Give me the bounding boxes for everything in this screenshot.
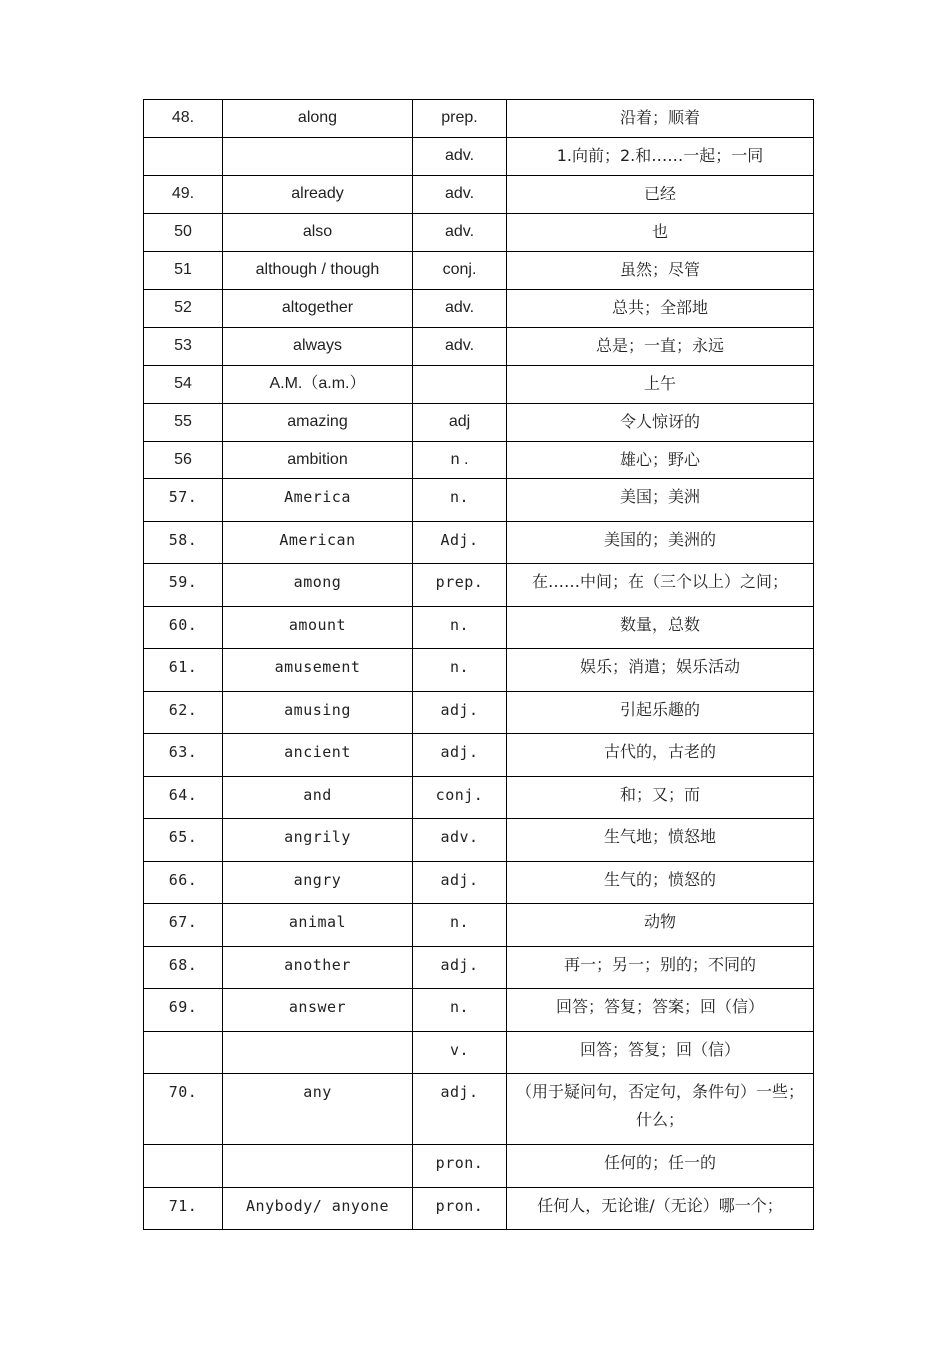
entry-meaning: 1.向前；2.和……一起；一同 [507,138,814,176]
entry-part-of-speech: v. [413,1032,507,1074]
entry-number: 63. [144,734,223,777]
entry-word: American [223,522,413,564]
entry-number: 66. [144,862,223,904]
entry-word: A.M.（a.m.） [223,366,413,404]
entry-part-of-speech: prep. [413,564,507,607]
table-row [144,692,814,734]
entry-number: 54 [144,366,223,404]
entry-number: 56 [144,442,223,479]
entry-number: 53 [144,328,223,366]
entry-word [223,1032,413,1074]
entry-meaning: 生气地；愤怒地 [507,819,814,862]
entry-part-of-speech: n . [413,442,507,479]
entry-word: angrily [223,819,413,862]
entry-meaning: 古代的，古老的 [507,734,814,777]
entry-meaning: 生气的；愤怒的 [507,862,814,904]
table-row [144,649,814,692]
entry-number: 70. [144,1074,223,1145]
entry-meaning: 美国；美洲 [507,479,814,522]
entry-meaning: 数量，总数 [507,607,814,649]
entry-word: amusement [223,649,413,692]
table-row [144,1074,814,1145]
entry-number: 57. [144,479,223,522]
entry-part-of-speech: Adj. [413,522,507,564]
entry-word [223,138,413,176]
entry-number: 52 [144,290,223,328]
entry-meaning: 任何的；任一的 [507,1145,814,1188]
table-row [144,176,814,214]
entry-meaning: 引起乐趣的 [507,692,814,734]
entry-part-of-speech: adv. [413,214,507,252]
entry-meaning: 任何人，无论谁/（无论）哪一个； [507,1188,814,1230]
entry-part-of-speech: adj. [413,862,507,904]
entry-meaning: 已经 [507,176,814,214]
entry-word: although / though [223,252,413,290]
entry-part-of-speech: adj [413,404,507,442]
entry-part-of-speech: n. [413,904,507,947]
table-row [144,564,814,607]
entry-number: 60. [144,607,223,649]
entry-word: among [223,564,413,607]
entry-meaning: 娱乐；消遣；娱乐活动 [507,649,814,692]
entry-word: altogether [223,290,413,328]
entry-meaning: 上午 [507,366,814,404]
entry-word: and [223,777,413,819]
entry-meaning: 总共；全部地 [507,290,814,328]
entry-word: Anybody/ anyone [223,1188,413,1230]
entry-meaning: 令人惊讶的 [507,404,814,442]
entry-meaning: 动物 [507,904,814,947]
table-row [144,819,814,862]
vocabulary-table-body [144,100,814,1230]
entry-word: America [223,479,413,522]
table-row [144,100,814,138]
entry-word: ambition [223,442,413,479]
entry-number: 62. [144,692,223,734]
entry-part-of-speech: pron. [413,1188,507,1230]
entry-part-of-speech: adj. [413,947,507,989]
entry-word: angry [223,862,413,904]
entry-number: 50 [144,214,223,252]
entry-number: 51 [144,252,223,290]
entry-part-of-speech: conj. [413,777,507,819]
entry-meaning: 回答；答复；回（信） [507,1032,814,1074]
entry-meaning: 在……中间；在（三个以上）之间； [507,564,814,607]
table-row [144,989,814,1032]
table-row [144,290,814,328]
entry-word: any [223,1074,413,1145]
entry-meaning: 也 [507,214,814,252]
entry-number: 71. [144,1188,223,1230]
vocabulary-table [143,99,814,1230]
entry-part-of-speech: n. [413,989,507,1032]
entry-meaning: 虽然；尽管 [507,252,814,290]
entry-word [223,1145,413,1188]
entry-word: amount [223,607,413,649]
entry-word: answer [223,989,413,1032]
entry-meaning: 回答；答复；答案；回（信） [507,989,814,1032]
entry-meaning: 雄心；野心 [507,442,814,479]
entry-number: 68. [144,947,223,989]
entry-meaning: 和；又；而 [507,777,814,819]
entry-number: 65. [144,819,223,862]
entry-number: 69. [144,989,223,1032]
table-row [144,366,814,404]
entry-word: animal [223,904,413,947]
entry-word: also [223,214,413,252]
table-row [144,442,814,479]
entry-word: already [223,176,413,214]
table-row [144,252,814,290]
table-row [144,1032,814,1074]
table-row [144,862,814,904]
entry-meaning: 美国的；美洲的 [507,522,814,564]
table-row [144,734,814,777]
table-row [144,479,814,522]
entry-part-of-speech: pron. [413,1145,507,1188]
entry-part-of-speech: adv. [413,290,507,328]
table-row [144,328,814,366]
entry-part-of-speech: adv. [413,138,507,176]
entry-number: 58. [144,522,223,564]
entry-meaning: 再一；另一；别的；不同的 [507,947,814,989]
entry-number: 48. [144,100,223,138]
table-row [144,1188,814,1230]
entry-meaning: 总是；一直；永远 [507,328,814,366]
entry-part-of-speech: adv. [413,819,507,862]
entry-number: 64. [144,777,223,819]
entry-part-of-speech: adj. [413,734,507,777]
entry-part-of-speech: conj. [413,252,507,290]
table-row [144,522,814,564]
entry-word: always [223,328,413,366]
table-row [144,138,814,176]
entry-part-of-speech: n. [413,649,507,692]
table-row [144,904,814,947]
entry-number: 61. [144,649,223,692]
entry-meaning: 沿着；顺着 [507,100,814,138]
table-row [144,1145,814,1188]
entry-word: along [223,100,413,138]
entry-part-of-speech: adv. [413,176,507,214]
entry-number: 67. [144,904,223,947]
entry-number: 49. [144,176,223,214]
entry-number [144,1145,223,1188]
entry-word: another [223,947,413,989]
entry-meaning: （用于疑问句，否定句，条件句）一些；什么； [507,1074,814,1145]
entry-part-of-speech: n. [413,479,507,522]
entry-part-of-speech: adj. [413,1074,507,1145]
entry-number: 59. [144,564,223,607]
entry-part-of-speech [413,366,507,404]
entry-word: amusing [223,692,413,734]
table-row [144,214,814,252]
table-row [144,947,814,989]
entry-part-of-speech: adv. [413,328,507,366]
table-row [144,777,814,819]
entry-number: 55 [144,404,223,442]
entry-number [144,1032,223,1074]
entry-part-of-speech: prep. [413,100,507,138]
table-row [144,404,814,442]
entry-word: ancient [223,734,413,777]
table-row [144,607,814,649]
entry-word: amazing [223,404,413,442]
entry-part-of-speech: n. [413,607,507,649]
entry-part-of-speech: adj. [413,692,507,734]
entry-number [144,138,223,176]
